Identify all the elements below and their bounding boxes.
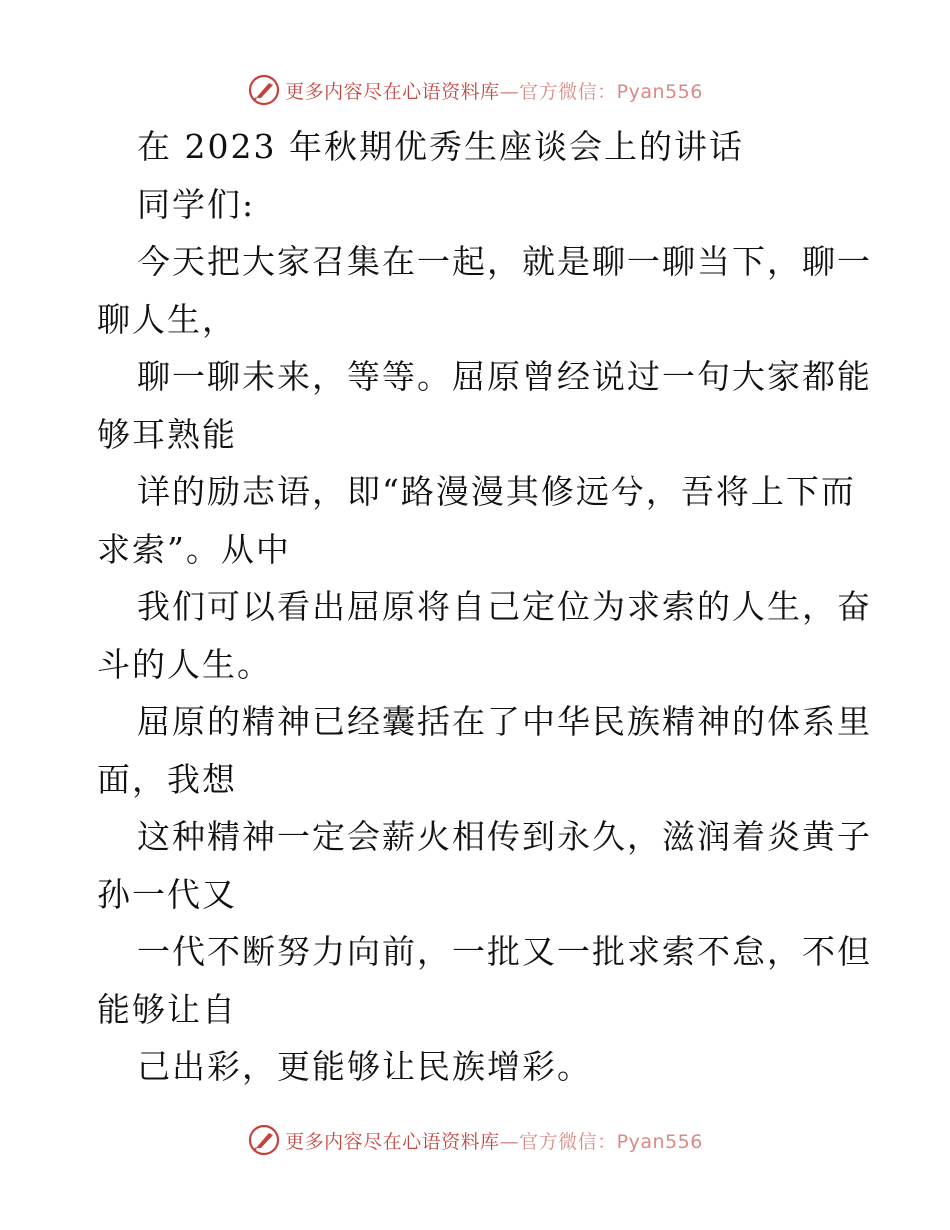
quill-pen-logo-icon bbox=[247, 1123, 281, 1157]
document-line: 够耳熟能 bbox=[97, 414, 237, 454]
document-line: 斗的人生。 bbox=[97, 644, 272, 684]
document-line: 这种精神一定会薪火相传到永久，滋润着炎黄子 bbox=[137, 817, 872, 856]
document-line: 孙一代又 bbox=[97, 874, 237, 914]
document-line: 聊人生， bbox=[97, 299, 237, 339]
document-line: 面，我想 bbox=[97, 759, 237, 799]
document-line: 求索”。从中 bbox=[97, 529, 291, 569]
document-line: 在 2023 年秋期优秀生座谈会上的讲话 bbox=[137, 127, 744, 166]
document-line: 聊一聊未来，等等。屈原曾经说过一句大家都能 bbox=[137, 357, 872, 396]
watermark-text: 更多内容尽在心语资料库—官方微信：Pyan556 bbox=[285, 80, 703, 103]
document-body bbox=[97, 118, 872, 1096]
document-line: 能够让自 bbox=[97, 989, 237, 1029]
quill-pen-logo-icon bbox=[247, 73, 281, 107]
document-line: 己出彩，更能够让民族增彩。 bbox=[137, 1047, 592, 1086]
document-line: 今天把大家召集在一起，就是聊一聊当下，聊一 bbox=[137, 242, 872, 281]
document-line: 我们可以看出屈原将自己定位为求索的人生，奋 bbox=[137, 587, 872, 626]
document-line: 屈原的精神已经囊括在了中华民族精神的体系里 bbox=[137, 702, 872, 741]
watermark-text: 更多内容尽在心语资料库—官方微信：Pyan556 bbox=[285, 1130, 703, 1153]
document-line: 同学们: bbox=[137, 184, 256, 224]
document-line: 详的励志语，即“路漫漫其修远兮，吾将上下而 bbox=[137, 472, 856, 511]
header-watermark bbox=[0, 70, 950, 110]
footer-watermark bbox=[0, 1120, 950, 1160]
document-line: 一代不断努力向前，一批又一批求索不怠，不但 bbox=[137, 932, 872, 971]
